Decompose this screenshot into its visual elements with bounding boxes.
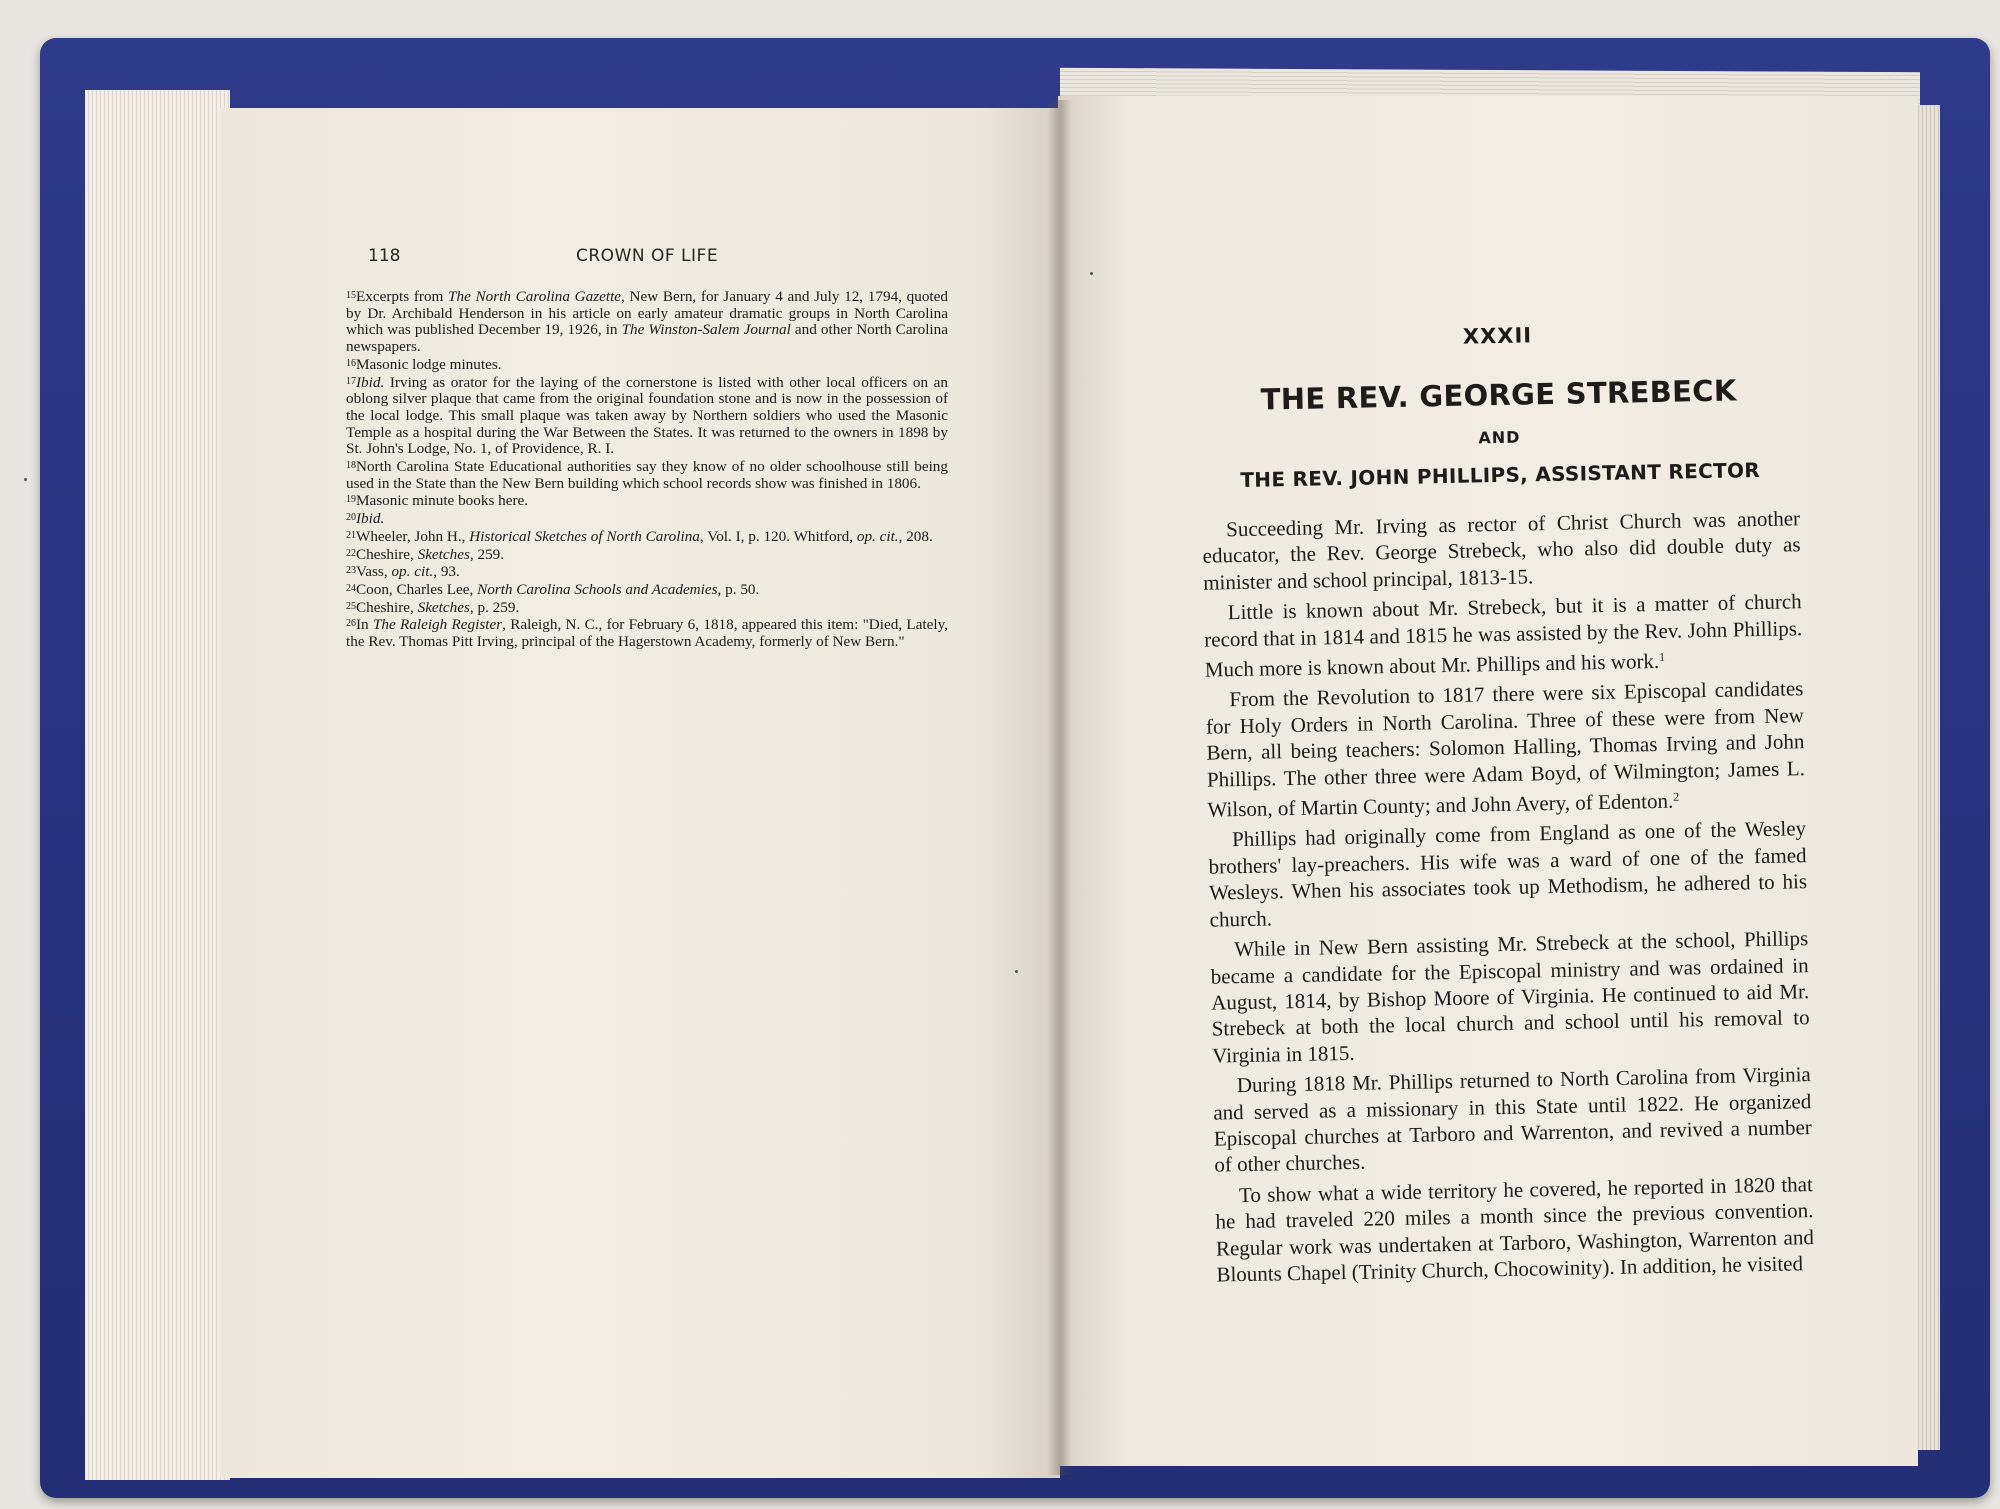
paragraph-text: Little is known about Mr. Strebeck, but it is a matter of church record that in 1814 and 1815 he was assisted by the Rev. John Phillips. Much more is known about Mr. Phillips and his work.	[1204, 589, 1803, 682]
footnote	[346, 288, 948, 356]
chapter-body	[1202, 505, 1815, 1288]
footnote-number: 17	[346, 375, 356, 387]
footnote-italic-text: Ibid.	[356, 373, 385, 391]
paragraph-text: During 1818 Mr. Phillips returned to North Carolina from Virginia and served as a missionary in this State until 1822. He organized Episcopal churches at Tarboro and Warrenton, and revived a number of other churches.	[1213, 1062, 1812, 1177]
footnote-text: Excerpts from	[356, 288, 449, 305]
footnotes	[346, 288, 948, 651]
footnote-italic-text: North Carolina Schools and Academies	[477, 580, 718, 598]
body-paragraph	[1202, 505, 1801, 596]
footnote-italic-text: op. cit.	[391, 563, 434, 581]
paper-speck	[1015, 970, 1018, 973]
footnote	[346, 581, 948, 599]
footnote-number: 21	[346, 529, 356, 541]
chapter-content	[1198, 304, 1815, 1292]
chapter-conjunction: AND	[1478, 427, 1521, 448]
footnote-number: 18	[346, 460, 356, 472]
footnote	[346, 374, 948, 459]
footnote	[346, 356, 948, 374]
body-paragraph	[1213, 1061, 1813, 1178]
footnote-text: Cheshire,	[356, 545, 418, 563]
footnote-number: 24	[346, 582, 356, 594]
footnote-text: Wheeler, John H.,	[356, 527, 470, 545]
footnote-italic-text: Sketches	[417, 545, 470, 563]
footnote-italic-text: Historical Sketches of North Carolina	[469, 527, 700, 545]
body-paragraph	[1210, 925, 1810, 1068]
footnote-number: 20	[346, 512, 356, 524]
footnote-number: 19	[346, 494, 356, 506]
footnote	[346, 458, 948, 492]
footnote	[346, 546, 948, 564]
footnote-text: and other North Carolina newspapers.	[346, 321, 948, 356]
footnote-text: Vass,	[356, 563, 392, 581]
footnote-number: 26	[346, 618, 356, 630]
footnote-italic-text: The Raleigh Register	[372, 616, 503, 634]
footnote-text: , 93.	[433, 563, 460, 581]
paper-speck	[24, 478, 27, 481]
book-gutter	[1048, 100, 1072, 1475]
footnote-number: 16	[346, 357, 356, 369]
running-title: CROWN OF LIFE	[576, 246, 719, 266]
footnote	[346, 528, 948, 546]
footnote-number: 25	[346, 600, 356, 612]
footnote-text: , p. 259.	[469, 598, 520, 616]
note-reference: 1	[1658, 649, 1666, 664]
body-paragraph	[1205, 676, 1806, 823]
footnote	[346, 510, 948, 528]
chapter-title: THE REV. GEORGE STREBECK	[1260, 373, 1737, 417]
footnote-number: 15	[346, 290, 356, 301]
footnote-text: , 208.	[898, 527, 933, 545]
footnote-text: In	[356, 616, 373, 634]
footnote-text: Coon, Charles Lee,	[356, 580, 478, 598]
footnote	[346, 492, 948, 510]
footnote-text: Irving as orator for the laying of the cornerstone is listed with other local officers on an oblong silver plaque that came from the original foundation stone and is now in the possession of the local lodge. This small plaque was taken away by Northern soldiers who used the Masonic Temple as a hospital during the War Between the States. It was returned to the owners in 1898 by St. John's Lodge, No. 1, of Providence, R. I.	[346, 373, 948, 458]
chapter-subtitle: THE REV. JOHN PHILLIPS, ASSISTANT RECTOR	[1240, 457, 1761, 492]
footnote-text: , p. 50.	[717, 580, 760, 598]
footnote	[346, 616, 948, 650]
paragraph-text: To show what a wide territory he covered, he reported in 1820 that he had traveled 220 miles a month since the previous convention. Regular work was undertaken at Tarboro, Washington, Warrenton and Blounts Chapel (Trinity Church, Chocowinity). In addition, he visited	[1215, 1171, 1815, 1287]
paragraph-text: Succeeding Mr. Irving as rector of Christ Church was another educator, the Rev. George Strebeck, who also did double duty as minister and school principal, 1813-15.	[1202, 506, 1801, 595]
footnote-text: , Vol. I, p. 120. Whitford,	[699, 527, 857, 545]
paragraph-text: While in New Bern assisting Mr. Strebeck at the school, Phillips became a candidate for the Episcopal ministry and was ordained in August, 1814, by Bishop Moore of Virginia. He continued to aid Mr. Strebeck at both the local church and school until his removal to Virginia in 1815.	[1210, 926, 1810, 1068]
footnote-text: , Raleigh, N. C., for February 6, 1818, appeared this item: "Died, Lately, the Rev. Thomas Pitt Irving, principal of the Hagerstown Academy, formerly of New Bern."	[346, 616, 948, 651]
body-paragraph	[1208, 816, 1808, 933]
chapter-number: XXXII	[1462, 323, 1533, 349]
footnote-number: 22	[346, 547, 356, 559]
footnote-italic-text: The North Carolina Gazette	[448, 288, 622, 305]
paragraph-text: Phillips had originally come from England as one of the Wesley brothers' lay-preachers. His wife was a ward of one of the famed Wesleys. When his associates took up Methodism, he adhered to his church.	[1208, 816, 1808, 932]
footnote-text: North Carolina State Educational authorities say they know of no older schoolhouse still being used in the State than the New Bern building which school records show was finished in 1806.	[346, 458, 948, 492]
footnote	[346, 599, 948, 617]
footnote-text: , 259.	[469, 545, 505, 563]
footnote-text: Masonic minute books here.	[356, 492, 529, 510]
body-paragraph	[1215, 1171, 1815, 1288]
paragraph-text: From the Revolution to 1817 there were six Episcopal candidates for Holy Orders in North Carolina. Three of these were from New Bern, all being teachers: Solomon Halling, Thomas Irving and John Phillips. The other three were Adam Boyd, of Wilmington; James L. Wilson, of Martin County; and John Avery, of Edenton.	[1205, 676, 1806, 822]
page-edges-left	[85, 90, 230, 1480]
footnote-number: 23	[346, 565, 356, 577]
footnote-text: , New Bern, for January 4 and July 12, 1794, quoted by Dr. Archibald Henderson in his article on early amateur dramatic groups in North Carolina which was published December 19, 1926, in	[346, 288, 948, 339]
footnote-text: Masonic lodge minutes.	[356, 355, 502, 373]
page-number: 118	[368, 246, 401, 266]
footnote-italic-text: op. cit.	[856, 527, 899, 545]
body-paragraph	[1204, 588, 1803, 683]
footnote-italic-text: Sketches	[417, 598, 470, 616]
footnote-text: Cheshire,	[356, 598, 418, 616]
page-edges-right	[1915, 105, 1940, 1450]
note-reference: 2	[1673, 789, 1680, 804]
footnote-italic-text: Ibid.	[356, 510, 385, 528]
footnote-italic-text: The Winston-Salem Journal	[621, 321, 791, 339]
paper-speck	[1090, 272, 1093, 275]
footnote	[346, 563, 948, 581]
